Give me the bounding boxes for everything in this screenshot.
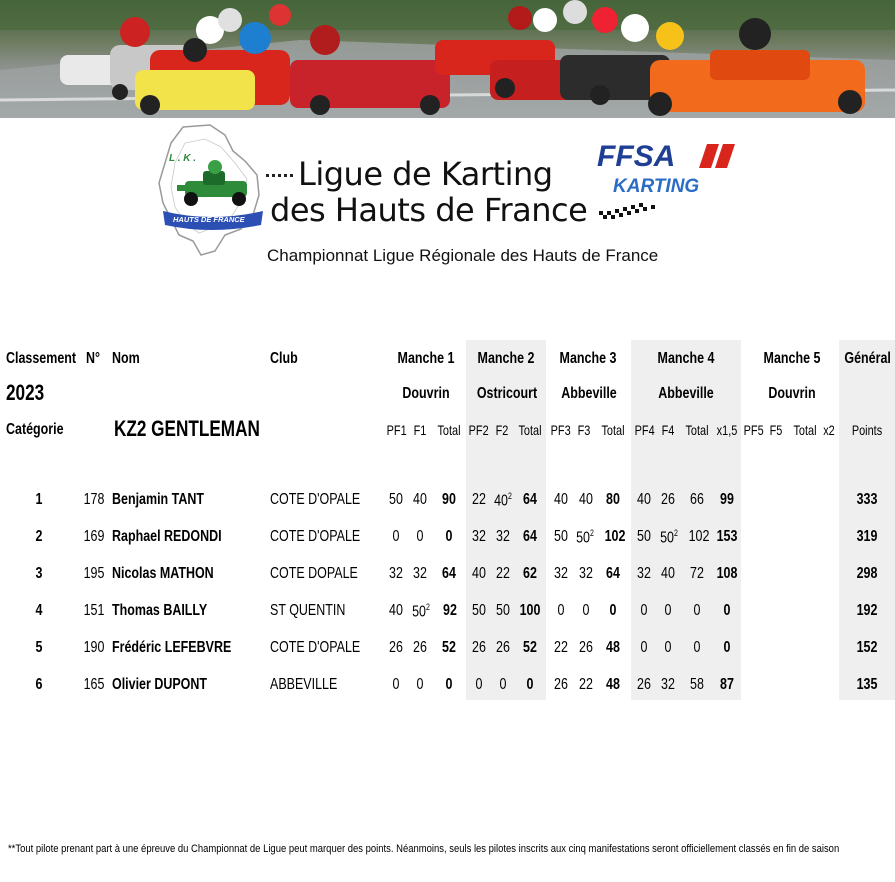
row-m1-f: $50^2$	[412, 602, 430, 621]
footnote: **Tout pilote prenant part à une épreuve du Championnat de Ligue peut marquer des points. Néanmoins, seuls les pilotes inscrits aux cinq manifestations seront officiellement classés en fin de saison	[8, 843, 840, 855]
row-m4-x15: 153	[716, 528, 738, 545]
row-name: Frédéric LEFEBVRE	[112, 639, 232, 656]
row-m3-pf: 40	[554, 491, 568, 508]
row-m3-total: 0	[609, 602, 617, 619]
row-m4-total: 66	[690, 491, 704, 508]
row-m2-f: $40^2$	[494, 491, 512, 510]
category-name: KZ2 GENTLEMAN	[114, 416, 260, 441]
lk-hauts-de-france-map-logo	[155, 123, 267, 259]
row-m2-pf: 26	[472, 639, 486, 656]
championship-subtitle: Championnat Ligue Régionale des Hauts de France	[267, 246, 659, 265]
row-m2-total: 64	[523, 491, 537, 508]
row-m4-total: 0	[693, 602, 701, 619]
row-m1-total: 0	[445, 528, 453, 545]
col-pf3: PF3	[550, 422, 571, 438]
row-m4-pf: 26	[637, 676, 651, 693]
row-club: ABBEVILLE	[270, 676, 338, 693]
row-m2-pf: 40	[472, 565, 486, 582]
col-points: Points	[851, 422, 883, 438]
row-m3-f: 32	[579, 565, 593, 582]
ligue-title	[270, 155, 630, 229]
row-m2-f: 50	[496, 602, 510, 619]
col-total1: Total	[437, 422, 461, 438]
row-number: 151	[83, 602, 105, 619]
row-m4-f: 26	[661, 491, 675, 508]
row-name: Olivier DUPONT	[112, 676, 208, 693]
row-m1-pf: 40	[389, 602, 403, 619]
header-year: 2023	[6, 380, 45, 405]
header-general: Général	[844, 350, 891, 367]
row-m3-total: 48	[606, 676, 620, 693]
row-rank: 4	[35, 602, 43, 619]
col-f1: F1	[413, 422, 427, 438]
row-m1-f: 0	[416, 528, 424, 545]
row-m1-pf: 0	[392, 676, 400, 693]
row-m1-f: 40	[413, 491, 427, 508]
svg-text:KARTING: KARTING	[613, 176, 700, 196]
row-m4-f: 32	[661, 676, 675, 693]
header-banner-photo	[0, 0, 895, 118]
row-m1-pf: 0	[392, 528, 400, 545]
row-m3-total: 48	[606, 639, 620, 656]
row-number: 190	[83, 639, 105, 656]
row-m4-f: 0	[664, 602, 672, 619]
col-total5: Total	[793, 422, 817, 438]
row-rank: 2	[35, 528, 43, 545]
row-m4-f: 40	[661, 565, 675, 582]
row-m1-f: 32	[413, 565, 427, 582]
row-m1-pf: 26	[389, 639, 403, 656]
row-m3-pf: 22	[554, 639, 568, 656]
row-m4-x15: 0	[723, 639, 731, 656]
manche4-title: Manche 4	[657, 350, 715, 367]
manche2-venue: Ostricourt	[476, 385, 538, 402]
row-m3-f: 26	[579, 639, 593, 656]
col-x2: x2	[823, 422, 835, 438]
manche5-title: Manche 5	[763, 350, 821, 367]
row-m3-pf: 50	[554, 528, 568, 545]
row-m2-total: 100	[519, 602, 541, 619]
row-m4-total: 72	[690, 565, 704, 582]
manche3-title: Manche 3	[559, 350, 617, 367]
row-number: 165	[83, 676, 105, 693]
row-m4-pf: 32	[637, 565, 651, 582]
manche4-venue: Abbeville	[658, 385, 714, 402]
row-m1-total: 0	[445, 676, 453, 693]
row-m2-pf: 22	[472, 491, 486, 508]
row-m1-pf: 50	[389, 491, 403, 508]
row-m2-f: 32	[496, 528, 510, 545]
row-rank: 3	[35, 565, 43, 582]
row-m3-pf: 32	[554, 565, 568, 582]
checkered-flag-icon	[597, 201, 661, 223]
row-m3-f: 22	[579, 676, 593, 693]
row-points: 333	[856, 491, 878, 508]
row-m4-total: 58	[690, 676, 704, 693]
row-number: 195	[83, 565, 105, 582]
row-m1-total: 90	[442, 491, 456, 508]
row-m2-total: 52	[523, 639, 537, 656]
row-m3-total: 80	[606, 491, 620, 508]
svg-text:FFSA: FFSA	[597, 140, 676, 173]
row-m1-pf: 32	[389, 565, 403, 582]
row-rank: 1	[35, 491, 43, 508]
manche3-venue: Abbeville	[561, 385, 617, 402]
row-m4-x15: 108	[716, 565, 738, 582]
row-m2-f: 22	[496, 565, 510, 582]
row-m3-f: $50^2$	[576, 528, 594, 547]
row-points: 298	[856, 565, 878, 582]
row-m3-pf: 0	[557, 602, 565, 619]
col-pf2: PF2	[468, 422, 489, 438]
row-m4-f: $50^2$	[660, 528, 678, 547]
row-points: 152	[856, 639, 878, 656]
manche5-venue: Douvrin	[768, 385, 816, 402]
col-total4: Total	[685, 422, 709, 438]
row-m2-total: 0	[526, 676, 534, 693]
manche1-title: Manche 1	[397, 350, 455, 367]
row-m2-pf: 50	[472, 602, 486, 619]
row-points: 192	[856, 602, 878, 619]
row-m3-f: 0	[582, 602, 590, 619]
col-total3: Total	[601, 422, 625, 438]
row-m4-pf: 0	[640, 602, 648, 619]
row-m2-total: 64	[523, 528, 537, 545]
row-points: 135	[856, 676, 878, 693]
col-pf4: PF4	[634, 422, 655, 438]
header-numero: N°	[86, 350, 101, 367]
manche2-title: Manche 2	[477, 350, 535, 367]
row-m1-f: 26	[413, 639, 427, 656]
row-m1-total: 64	[442, 565, 456, 582]
row-m3-total: 64	[606, 565, 620, 582]
row-m2-total: 62	[523, 565, 537, 582]
ffsa-karting-logo	[595, 140, 745, 196]
row-club: ST QUENTIN	[270, 602, 346, 619]
row-name: Thomas BAILLY	[112, 602, 208, 619]
row-m4-x15: 87	[720, 676, 734, 693]
row-m4-pf: 50	[637, 528, 651, 545]
row-m4-f: 0	[664, 639, 672, 656]
row-number: 178	[83, 491, 105, 508]
header-classement: Classement	[6, 350, 77, 367]
row-rank: 6	[35, 676, 43, 693]
col-x1-5: x1,5	[716, 422, 738, 438]
header-categorie-label: Catégorie	[6, 421, 64, 438]
row-m1-f: 0	[416, 676, 424, 693]
row-name: Benjamin TANT	[112, 491, 204, 508]
row-rank: 5	[35, 639, 43, 656]
row-m2-pf: 0	[475, 676, 483, 693]
manche1-venue: Douvrin	[402, 385, 450, 402]
row-club: COTE DOPALE	[270, 565, 358, 582]
lk-letters: L . K .	[169, 153, 197, 164]
row-m4-x15: 0	[723, 602, 731, 619]
col-total2: Total	[518, 422, 542, 438]
header-club: Club	[270, 350, 298, 367]
col-pf1: PF1	[386, 422, 407, 438]
row-m2-f: 26	[496, 639, 510, 656]
header-nom: Nom	[112, 350, 140, 367]
col-f3: F3	[577, 422, 591, 438]
row-m3-f: 40	[579, 491, 593, 508]
row-club: COTE D'OPALE	[270, 491, 361, 508]
row-m4-total: 102	[688, 528, 710, 545]
row-m3-total: 102	[604, 528, 626, 545]
lk-ribbon-text: HAUTS DE FRANCE	[173, 215, 245, 224]
row-name: Nicolas MATHON	[112, 565, 214, 582]
row-m3-pf: 26	[554, 676, 568, 693]
ligue-title-line1: Ligue de Karting	[270, 158, 630, 190]
col-f5: F5	[769, 422, 783, 438]
row-m2-f: 0	[499, 676, 507, 693]
row-name: Raphael REDONDI	[112, 528, 222, 545]
col-f4: F4	[661, 422, 675, 438]
col-f2: F2	[495, 422, 509, 438]
row-number: 169	[83, 528, 105, 545]
row-m1-total: 52	[442, 639, 456, 656]
row-m4-x15: 99	[720, 491, 734, 508]
row-m4-total: 0	[693, 639, 701, 656]
row-m1-total: 92	[443, 602, 457, 619]
row-club: COTE D'OPALE	[270, 639, 361, 656]
checkered-trail-icon	[266, 171, 294, 181]
row-club: COTE D'OPALE	[270, 528, 361, 545]
col-pf5: PF5	[743, 422, 764, 438]
row-m2-pf: 32	[472, 528, 486, 545]
row-m4-pf: 0	[640, 639, 648, 656]
row-m4-pf: 40	[637, 491, 651, 508]
ligue-title-line2: des Hauts de France	[270, 194, 630, 226]
row-points: 319	[856, 528, 878, 545]
